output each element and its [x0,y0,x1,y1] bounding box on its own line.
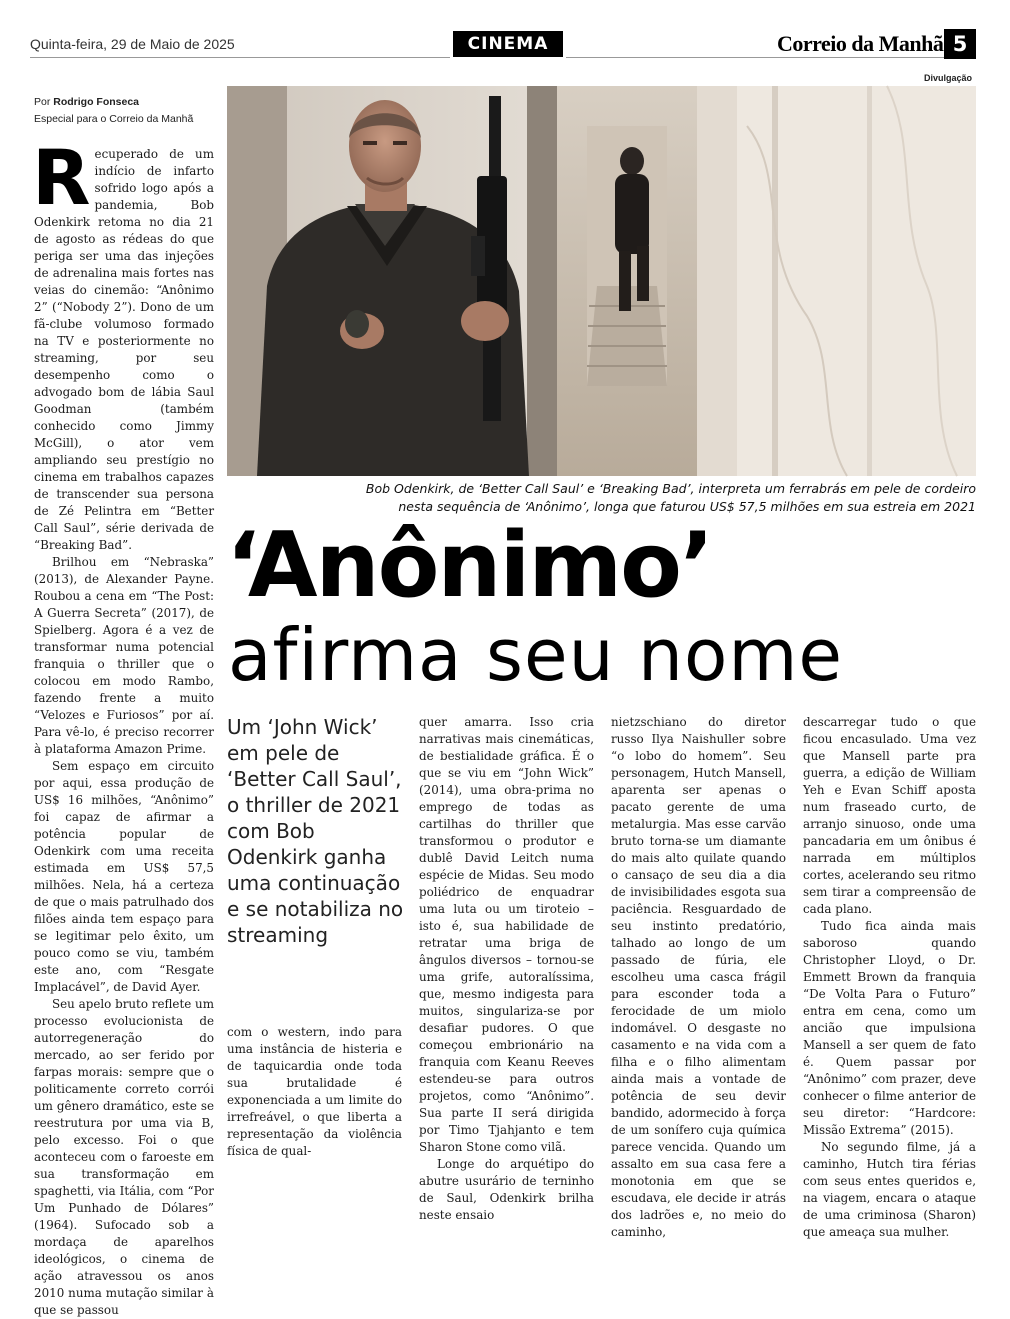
caption-line-1: Bob Odenkirk, de ‘Better Call Saul’ e ‘Breaking Bad’, interpreta um ferrabrás em pele de cordeiro [365,481,976,496]
article-photo [227,86,976,476]
byline-prefix: Por [34,96,51,108]
drop-cap: R [32,133,91,222]
headline-subtitle: afirma seu nome [228,613,844,697]
byline-role: Especial para o Correio da Manhã [34,113,194,125]
header-rule-left [30,57,450,58]
byline [34,94,193,128]
section-label: CINEMA [453,31,563,57]
paragraph: quer amarra. Isso cria narrativas mais cinemáticas, de bestialidade gráfica. É o que se viu em “John Wick” (2014), uma obra-prima no emprego de todas as cartilhas do thriller que transformou o produtor e dublê David Leitch numa espécie de Midas. Seu modo poliédrico de enquadrar uma luta ou um tiroteio – isto é, sua habilidade de retratar uma briga de ângulos diversos – tornou-se uma grife, autoralíssima, que, mesmo indigesta para muitos, singulariza-se por desafiar pudores. O que começou embrionário na franquia com Keanu Reeves estendeu-se para outros projetos, como “Anônimo”. Sua parte II será dirigida por Timo Tjahjanto e tem Sharon Stone como vilã. [419,715,594,1154]
byline-author: Rodrigo Fonseca [53,96,140,108]
paragraph: descarregar tudo o que ficou encasulado. Uma vez que Mansell parte pra guerra, a edição de William Yeh e Evan Schiff aposta num fraseado curto, de arranjo sinuoso, onde uma pancadaria em um ônibus é narrada em múltiplos cortes, acelerando seu ritmo sem tirar a compreensão de cada plano. [803,715,976,916]
article-column-4 [611,714,786,1239]
article-column-2 [227,1024,402,1158]
photo-credit: Divulgação [924,73,973,83]
article-column-1 [32,133,214,1317]
paragraph: com o western, indo para uma instância de histeria e de taquicardia onde toda sua brutalidade é exponenciada a um limite do irrefreável, o que liberta a representação da violência física de qual- [227,1025,402,1158]
edition-date: Quinta-feira, 29 de Maio de 2025 [30,36,235,52]
paragraph: Seu apelo bruto reflete um processo evolucionista de autorregeneração do mercado, ao ser ferido por farpas morais: sempre que o politicamente correto corrói um gênero dramático, este se reestrutura por uma via B, pelo excesso. Foi o que aconteceu com o faroeste em sua transformação em spaghetti, via Itália, com “Por Um Punhado de Dólares” (1964). Sufocado sob a mordaça de aparelhos ideológicos, o cinema de ação atravessou os anos 2010 numa mutação similar à que se passou [34,997,214,1317]
paragraph: ecuperado de um indício de infarto sofrido logo após a pandemia, Bob Odenkirk retoma no dia 21 de agosto as rédeas do que periga ser uma das injeções de adrenalina mais fortes nas veias do cinemão: “Anônimo 2” (“Nobody 2”). Dono de um fã-clube volumoso formado na TV e posteriormente no streaming, por seu desempenho como o advogado bom de lábia Saul Goodman (também conhecido como Jimmy McGill), o ator vem ampliando seu prestígio no cinema em trabalhos capazes de transcender sua persona de Zé Pelintra em “Better Call Saul”, série derivada de “Breaking Bad”. [34,147,214,552]
article-column-5 [803,714,976,1239]
paragraph: Longe do arquétipo do abutre usurário de terninho de Saul, Odenkirk brilha neste ensaio [419,1157,594,1222]
newspaper-logo: Correio da Manhã [777,31,944,56]
paragraph: nietzschiano do diretor russo Ilya Naishuller sobre “o lobo do homem”. Seu personagem, Hutch Mansell, aparenta ser apenas o pacato gerente de uma metalurgia. Mas esse carvão bruto torna-se um diamante do mais alto quilate quando o cansaço de seu dia a dia de invisibilidades esgota sua paciência. Resguardado de seu instinto predatório, talhado ao longo de um passado de fúria, ele escolheu uma casca frágil para esconder toda a ferocidade de um miolo indomável. O desgaste no casamento e na vida com a filha e o filho alimentam ainda mais a vontade de potência de seu devir bandido, adormecido à força de um sonífero cuja química parece vencida. Quando um assalto em sua casa fere a monotonia em que se escudava, ele decide ir atrás dos ladrões e, no meio do caminho, [611,715,786,1239]
header-rule-right [566,57,976,58]
article-deck: Um ‘John Wick’ em pele de ‘Better Call Saul’, o thriller de 2021 com Bob Odenkirk ganha uma continuação e se notabiliza no streaming [227,715,404,947]
article-column-3 [419,714,594,1222]
paragraph: Sem espaço em circuito por aqui, essa produção de US$ 16 milhões, “Anônimo” foi capaz de afirmar a potência popular de Odenkirk com uma receita estimada em US$ 57,5 milhões. Nela, há a certeza de que o mais patrulhado dos filões ainda tem espaço para se legitimar pelo êxito, um pouco como se viu, também este ano, com “Resgate Implacável”, de David Ayer. [34,759,214,994]
page-number: 5 [944,29,976,59]
paragraph: Brilhou em “Nebraska” (2013), de Alexander Payne. Roubou a cena em “The Post: A Guerra Secreta” (2017), de Spielberg. Agora é a vez de transformar numa potencial franquia o thriller que o colocou em modo Rambo, fazendo frente a muito “Velozes e Furiosos” por aí. Para vê-lo, é preciso recorrer à plataforma Amazon Prime. [34,555,214,756]
photo-illustration [227,86,976,476]
paragraph: No segundo filme, já a caminho, Hutch tira férias com seus entes queridos e, na viagem, encara o ataque de uma criminosa (Sharon) que ameaça sua mulher. [803,1140,976,1239]
headline: ‘Anônimo’ [226,513,713,618]
paragraph: Tudo fica ainda mais saboroso quando Christopher Lloyd, o Dr. Emmett Brown da franquia “De Volta Para o Futuro” entra em cena, como um ancião que impulsiona Mansell a ser quem de fato é. Quem passar por “Anônimo” com prazer, deve conhecer o filme anterior de seu diretor: “Hardcore: Missão Extrema” (2015). [803,919,976,1137]
caption-line-2: nesta sequência de ‘Anônimo’, longa que faturou US$ 57,5 milhões em sua estreia em 2021 [398,499,976,514]
